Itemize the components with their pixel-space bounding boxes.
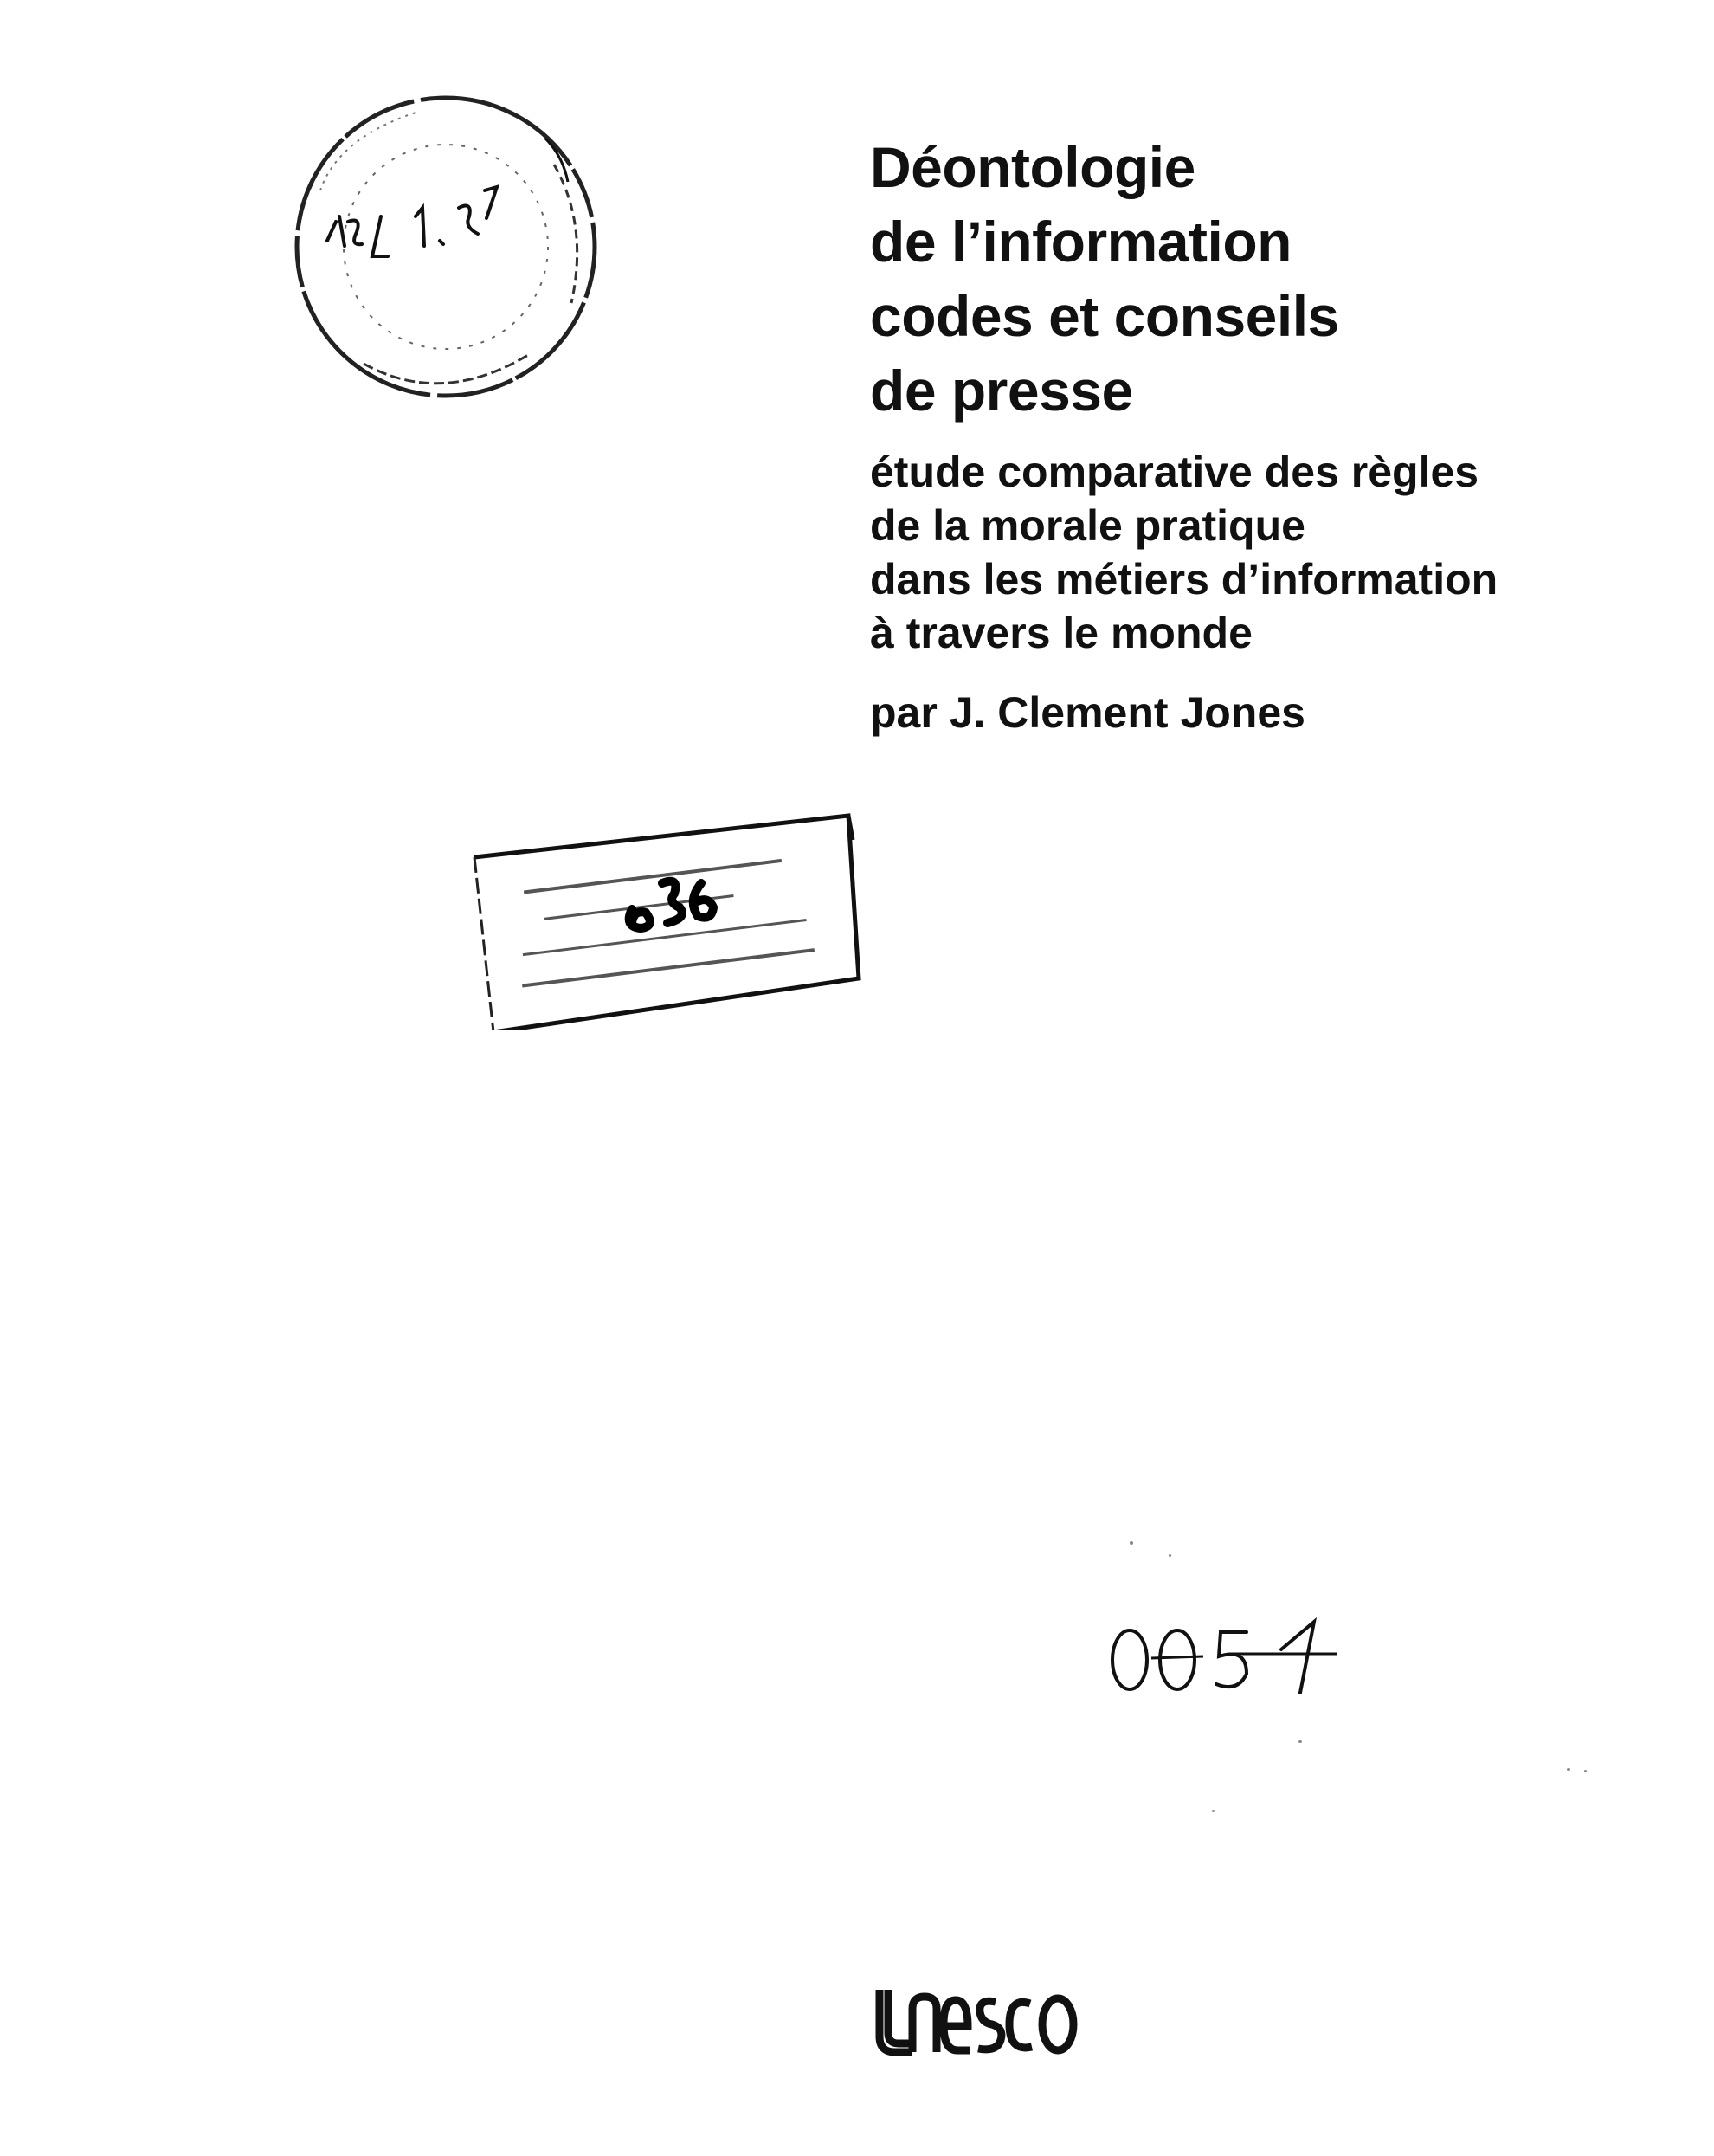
subtitle-line-1: étude comparative des règles — [870, 448, 1479, 496]
title-line-2: de l’information — [870, 210, 1292, 274]
scan-speck — [1169, 1554, 1171, 1557]
scan-speck — [1298, 1740, 1302, 1743]
handwritten-number-graphic — [1099, 1606, 1342, 1710]
round-library-stamp — [286, 87, 606, 407]
round-stamp-graphic — [286, 87, 606, 407]
title-line-4: de presse — [870, 358, 1133, 423]
unesco-logo — [874, 1983, 1082, 2061]
rect-stamp-graphic — [467, 805, 874, 1030]
handwritten-number — [1099, 1606, 1342, 1710]
author: par J. Clement Jones — [870, 688, 1305, 737]
subtitle-line-3: dans les métiers d’information — [870, 555, 1498, 604]
rectangular-stamp — [467, 805, 874, 1030]
subtitle-line-4: à travers le monde — [870, 609, 1253, 657]
title-line-3: codes et conseils — [870, 284, 1339, 348]
subtitle-block — [870, 445, 1649, 660]
subtitle-line-2: de la morale pratique — [870, 501, 1305, 550]
title-block — [870, 130, 1649, 739]
unesco-logo-graphic — [874, 1983, 1082, 2061]
scan-speck — [1212, 1810, 1215, 1812]
scan-speck — [1584, 1770, 1587, 1772]
scan-speck — [1567, 1768, 1570, 1771]
title-line-1: Déontologie — [870, 135, 1195, 199]
scan-speck — [1130, 1541, 1133, 1545]
